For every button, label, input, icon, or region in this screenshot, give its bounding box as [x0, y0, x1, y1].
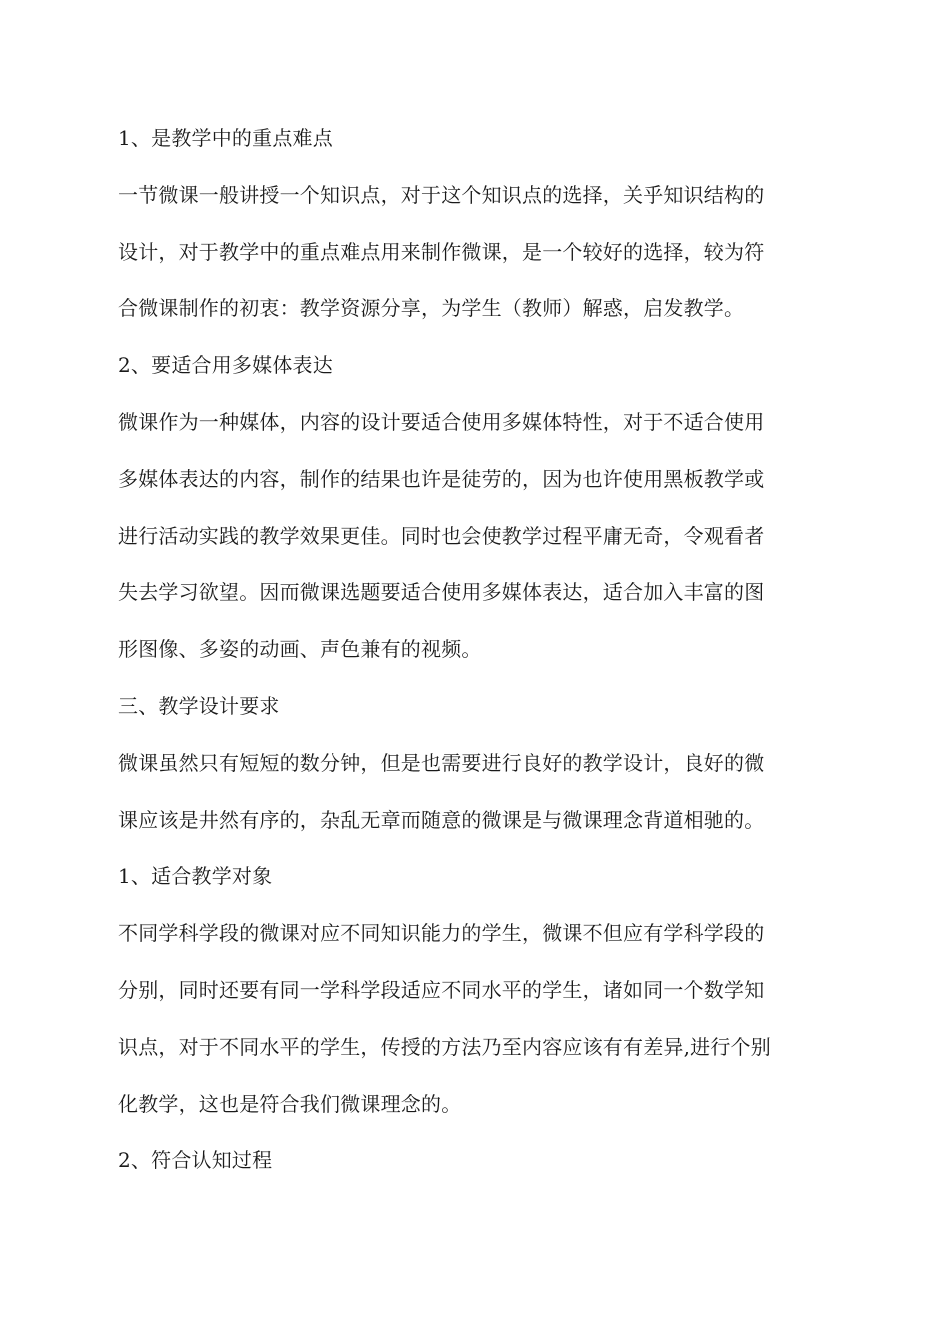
- paragraph-line: 设计，对于教学中的重点难点用来制作微课，是一个较好的选择，较为符: [118, 239, 765, 264]
- paragraph-line: 识点，对于不同水平的学生，传授的方法乃至内容应该有有差异,进行个别: [118, 1034, 771, 1059]
- section-heading: 1、是教学中的重点难点: [118, 126, 333, 150]
- section-heading: 2、符合认知过程: [118, 1148, 273, 1173]
- paragraph-line: 微课作为一种媒体，内容的设计要适合使用多媒体特性，对于不适合使用: [118, 409, 765, 434]
- paragraph-line: 微课虽然只有短短的数分钟，但是也需要进行良好的教学设计，良好的微: [118, 750, 765, 775]
- section-heading: 三、教学设计要求: [118, 693, 280, 718]
- paragraph-line: 失去学习欲望。因而微课选题要适合使用多媒体表达，适合加入丰富的图: [118, 580, 765, 605]
- paragraph-line: 不同学科学段的微课对应不同知识能力的学生，微课不但应有学科学段的: [118, 921, 765, 946]
- paragraph-line: 课应该是井然有序的，杂乱无章而随意的微课是与微课理念背道相驰的。: [118, 807, 765, 832]
- section-heading: 2、要适合用多媒体表达: [118, 353, 333, 378]
- paragraph-line: 一节微课一般讲授一个知识点，对于这个知识点的选择，关乎知识结构的: [118, 182, 765, 207]
- paragraph-line: 进行活动实践的教学效果更佳。同时也会使教学过程平庸无奇，令观看者: [118, 523, 765, 548]
- paragraph-line: 化教学，这也是符合我们微课理念的。: [118, 1091, 462, 1116]
- paragraph-line: 合微课制作的初衷：教学资源分享，为学生（教师）解惑，启发教学。: [118, 296, 745, 321]
- paragraph-line: 多媒体表达的内容，制作的结果也许是徒劳的，因为也许使用黑板教学或: [118, 466, 765, 491]
- paragraph-line: 分别，同时还要有同一学科学段适应不同水平的学生，诸如同一个数学知: [118, 977, 765, 1002]
- paragraph-line: 形图像、多姿的动画、声色兼有的视频。: [118, 637, 482, 662]
- section-heading: 1、适合教学对象: [118, 864, 273, 889]
- document-body: [118, 110, 830, 1189]
